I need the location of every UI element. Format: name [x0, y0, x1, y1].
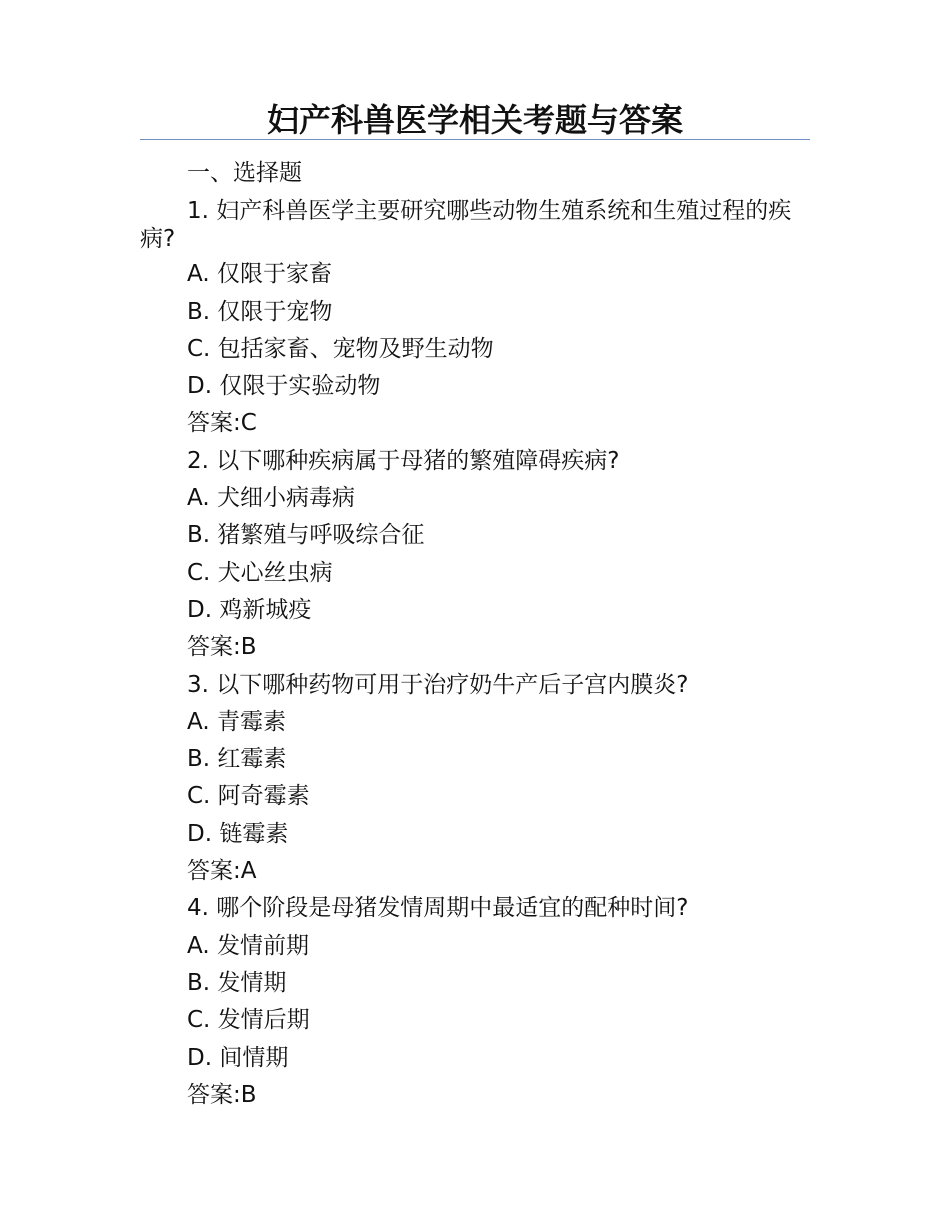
option-a: A. 青霉素 — [187, 708, 286, 735]
option-d: D. 仅限于实验动物 — [187, 373, 381, 400]
option-c: C. 发情后期 — [187, 1007, 310, 1034]
option-b: B. 猪繁殖与呼吸综合征 — [187, 522, 425, 549]
answer-line: 答案:A — [187, 858, 257, 885]
option-b: B. 仅限于宠物 — [187, 298, 333, 325]
option-a: A. 仅限于家畜 — [187, 261, 332, 288]
answer-line: 答案:B — [187, 634, 257, 661]
option-a: A. 犬细小病毒病 — [187, 485, 355, 512]
question-text: 2. 以下哪种疾病属于母猪的繁殖障碍疾病? — [187, 447, 620, 474]
option-c: C. 犬心丝虫病 — [187, 559, 333, 586]
document-title: 妇产科兽医学相关考题与答案 — [266, 101, 683, 139]
question-text: 4. 哪个阶段是母猪发情周期中最适宜的配种时间? — [187, 895, 689, 922]
question-text: 3. 以下哪种药物可用于治疗奶牛产后子宫内膜炎? — [187, 671, 689, 698]
title-underline — [140, 139, 810, 140]
option-b: B. 发情期 — [187, 969, 287, 996]
question-text: 1. 妇产科兽医学主要研究哪些动物生殖系统和生殖过程的疾病? — [140, 198, 792, 253]
option-c: C. 包括家畜、宠物及野生动物 — [187, 335, 494, 362]
document-body — [140, 155, 810, 1114]
option-c: C. 阿奇霉素 — [187, 783, 310, 810]
answer-line: 答案:C — [187, 410, 257, 437]
option-d: D. 间情期 — [187, 1044, 289, 1071]
option-b: B. 红霉素 — [187, 746, 287, 773]
option-a: A. 发情前期 — [187, 932, 309, 959]
option-d: D. 链霉素 — [187, 820, 289, 847]
answer-line: 答案:B — [187, 1081, 257, 1108]
section-heading: 一、选择题 — [187, 160, 302, 186]
option-d: D. 鸡新城疫 — [187, 596, 312, 623]
